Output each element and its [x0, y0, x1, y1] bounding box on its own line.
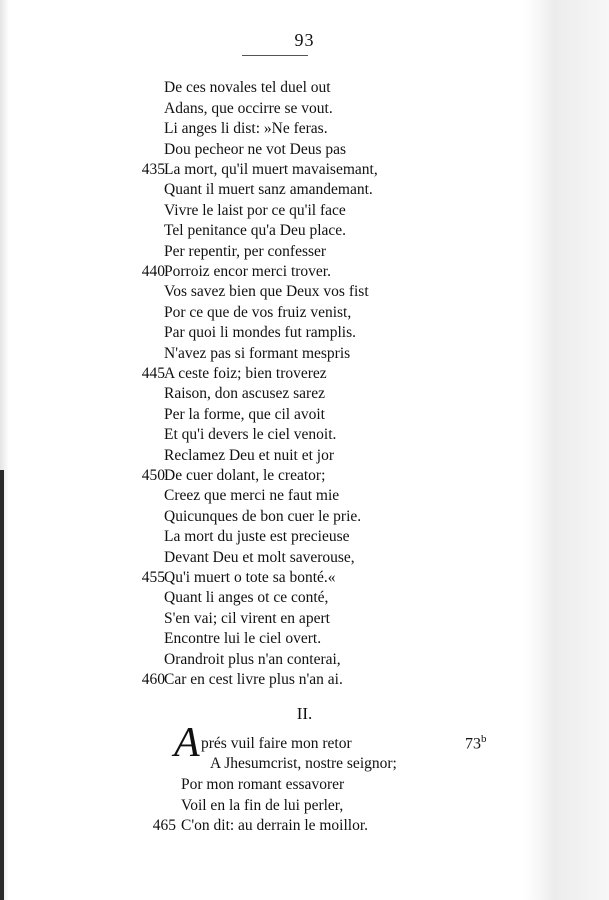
verse-text: Per la forme, que cil avoit [164, 406, 325, 423]
line-number: 455 [141, 569, 165, 586]
verse-line [0, 609, 609, 629]
verse-text: Tel penitance qu'a Deu place. [164, 222, 347, 239]
verse-text: C'on dit: au derrain le moillor. [181, 817, 369, 834]
verse-line [0, 180, 609, 200]
verse-text: Orandroit plus n'an conterai, [164, 651, 341, 668]
verse-line [0, 446, 609, 466]
verse-text: Dou pecheor ne vot Deus pas [164, 141, 347, 158]
line-number: 445 [141, 365, 165, 382]
line-number: 450 [141, 467, 165, 484]
verse-line [0, 486, 609, 506]
verse-text: N'avez pas si formant mespris [164, 345, 351, 362]
verse-text: Vos savez bien que Deux vos fist [164, 283, 369, 300]
verse-text: Porroiz encor merci trover. [164, 263, 331, 280]
verse-line [0, 282, 609, 302]
verse-line [0, 507, 609, 527]
verse-text: Devant Deu et molt saverouse, [164, 549, 355, 566]
verse-text: Quant li anges ot ce conté, [164, 589, 329, 606]
verse-line [0, 384, 609, 404]
verse-line [0, 548, 609, 568]
verse-text: A ceste foiz; bien troverez [164, 365, 327, 382]
line-number: 440 [141, 263, 165, 280]
verse-text: Li anges li dist: »Ne feras. [164, 120, 328, 137]
verse-text: Por mon romant essavorer [181, 776, 345, 793]
verse-line [0, 262, 609, 282]
verse-line [0, 221, 609, 241]
page-number: 93 [294, 30, 315, 50]
verse-text: Raison, don ascusez sarez [164, 385, 325, 402]
verse-line [0, 242, 609, 262]
verse-line [0, 364, 609, 384]
header-rule [242, 55, 308, 56]
verse-line [0, 99, 609, 119]
verse-text: Encontre lui le ciel overt. [164, 630, 322, 647]
verse-text: Adans, que occirre se vout. [164, 100, 333, 117]
verse-line [0, 140, 609, 160]
verse-text: A Jhesumcrist, nostre seignor; [210, 755, 397, 772]
verse-line [0, 344, 609, 364]
verse-text: Quicunques de bon cuer le prie. [164, 508, 362, 525]
verse-line [0, 303, 609, 323]
verse-line [0, 405, 609, 425]
verse-text: Car en cest livre plus n'an ai. [164, 671, 343, 688]
verse-text: Reclamez Deu et nuit et jor [164, 447, 335, 464]
verse-line [0, 527, 609, 547]
verse-line [0, 796, 609, 816]
verse-text: Quant il muert sanz amandemant. [164, 181, 373, 198]
verse-line [0, 588, 609, 608]
verse-line [0, 466, 609, 486]
verse-line [0, 160, 609, 180]
verse-line [0, 670, 609, 690]
folio-number: 73 [465, 735, 481, 753]
verse-line [0, 754, 609, 774]
verse-line [0, 816, 609, 836]
verse-text: De ces novales tel duel out [164, 79, 331, 96]
drop-cap: A [174, 720, 200, 766]
verse-line [0, 650, 609, 670]
verse-line [0, 568, 609, 588]
verse-line [0, 734, 609, 754]
verse-text: Vivre le laist por ce qu'il face [164, 202, 346, 219]
verse-line [0, 78, 609, 98]
verse-line [0, 775, 609, 795]
line-number: 465 [152, 817, 176, 834]
verse-line [0, 323, 609, 343]
verse-text: De cuer dolant, le creator; [164, 467, 326, 484]
verse-text: prés vuil faire mon retor [201, 735, 352, 752]
verse-line [0, 201, 609, 221]
verse-text: La mort du juste est precieuse [164, 528, 350, 545]
line-number: 460 [141, 671, 165, 688]
verse-line [0, 119, 609, 139]
verse-text: Voil en la fin de lui perler, [181, 797, 344, 814]
verse-text: Qu'i muert o tote sa bonté.« [164, 569, 336, 586]
verse-text: Et qu'i devers le ciel venoit. [164, 426, 337, 443]
verse-text: Par quoi li mondes fut ramplis. [164, 324, 357, 341]
verse-text: Por ce que de vos fruiz venist, [164, 304, 352, 321]
folio-side: b [481, 733, 487, 745]
verse-text: Per repentir, per confesser [164, 243, 327, 260]
verse-text: S'en vai; cil virent en apert [164, 610, 330, 627]
section-heading: II. [296, 704, 313, 723]
verse-text: Creez que merci ne faut mie [164, 487, 340, 504]
verse-line [0, 629, 609, 649]
line-number: 435 [141, 161, 165, 178]
verse-text: La mort, qu'il muert mavaisemant, [164, 161, 378, 178]
verse-line [0, 425, 609, 445]
